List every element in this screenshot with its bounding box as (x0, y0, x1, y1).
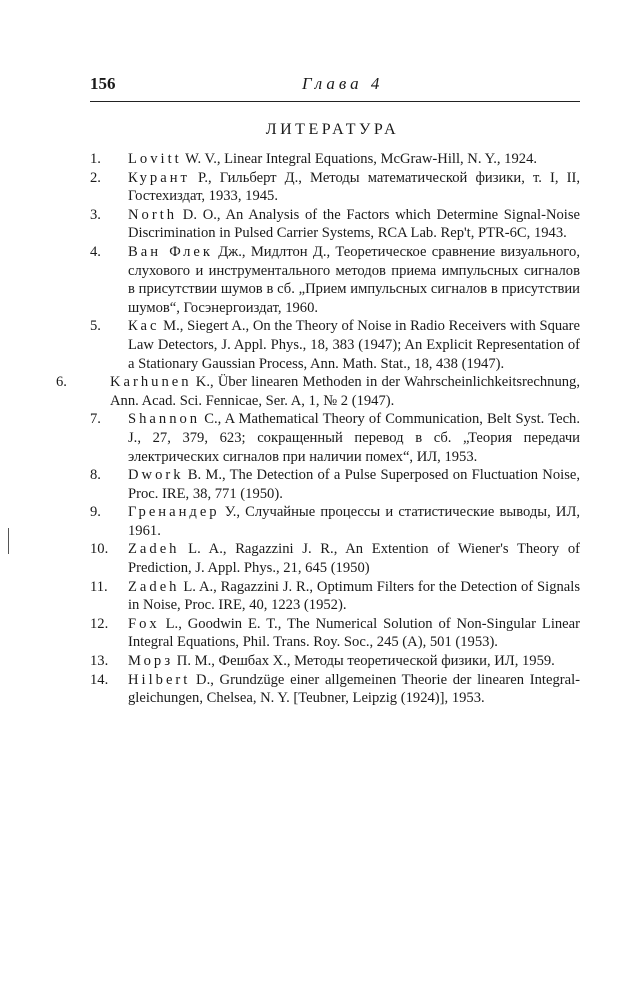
reference-authors: Морз (128, 653, 174, 670)
chapter-title: Глава 4 (302, 74, 384, 93)
reference-number: 5. (90, 318, 101, 335)
reference-item (90, 317, 580, 373)
reference-number: 11. (90, 578, 108, 595)
reference-text: Р., Гильберт Д., Методы математической физики, т. I, II, Гостехиздат, 1933, 1945. (128, 169, 580, 205)
reference-item (90, 243, 580, 317)
reference-item (90, 150, 580, 169)
reference-authors: Курант (128, 169, 190, 186)
reference-number: 12. (90, 615, 109, 632)
page-number: 156 (90, 74, 116, 93)
reference-authors: Zadeh (128, 541, 180, 558)
reference-text: У., Случайные процессы и статистические выводы, ИЛ, 1961. (128, 504, 580, 539)
reference-authors: North (128, 206, 178, 223)
reference-text: L. A., Ragazzini J. R., Optimum Filters for the Detection of Signals in Noise, Proc. IRE, 40, 1223 (1952). (128, 578, 580, 614)
reference-number: 10. (90, 541, 109, 558)
reference-item (90, 540, 580, 577)
reference-authors: Ван Флек (128, 243, 213, 260)
reference-text: Дж., Мидлтон Д., Теоретическое сравнение визуального, слухового и инструментального методов приема импульсных сигналов в присутствии шумов в сб. „Прием импульсных сигналов в присутствии шумов“, Госэнергоиздат, 1960. (128, 243, 581, 316)
reference-authors: Dwork (128, 467, 184, 484)
reference-number: 3. (90, 206, 101, 223)
reference-number: 8. (90, 467, 101, 484)
running-header (90, 74, 580, 98)
reference-authors: Zadeh (128, 578, 180, 595)
margin-mark (8, 528, 9, 554)
reference-item (90, 206, 580, 243)
reference-authors: Гренандер (128, 504, 220, 521)
reference-number: 2. (90, 169, 101, 186)
reference-number: 14. (90, 671, 109, 688)
reference-item (90, 652, 580, 671)
reference-item (90, 578, 580, 615)
reference-text: W. V., Linear Integral Equations, McGraw-Hill, N. Y., 1924. (181, 151, 538, 167)
reference-text: П. М., Фешбах Х., Методы теоретической физики, ИЛ, 1959. (173, 653, 555, 670)
reference-number: 4. (90, 243, 101, 260)
reference-item (90, 615, 580, 652)
reference-authors: Hilbert (128, 671, 191, 688)
reference-item (90, 671, 580, 708)
reference-text: D., Grundzüge einer allgemeinen Theorie der linearen Integral-gleichungen, Chelsea, N. Y. [Teubner, Leipzig (1924)], 1953. (128, 671, 580, 707)
reference-item (56, 373, 580, 410)
reference-authors: Кас (128, 318, 160, 335)
reference-item (90, 466, 580, 503)
reference-text: M., Siegert A., On the Theory of Noise in Radio Receivers with Square Law Detectors, J. Appl. Phys., 18, 383 (1947); An Explicit Representation of a Stationary Gaussian Process, Ann. Math. Stat., 18, 438 (1947). (128, 318, 580, 372)
reference-text: K., Über linearen Methoden in der Wahrscheinlichkeitsrechnung, Ann. Acad. Sci. Fennicae, Ser. A, 1, № 2 (1947). (110, 374, 580, 409)
reference-number: 13. (90, 653, 109, 670)
reference-item (90, 410, 580, 466)
reference-authors: Fox (128, 615, 160, 632)
reference-authors: Karhunen (110, 374, 192, 391)
reference-item (90, 169, 580, 206)
section-title: ЛИТЕРАТУРА (265, 121, 400, 138)
reference-authors: Lovitt (128, 151, 182, 167)
reference-number: 9. (90, 504, 101, 521)
reference-number: 6. (56, 374, 67, 391)
reference-list (56, 150, 581, 708)
reference-text: D. O., An Analysis of the Factors which Determine Signal-Noise Discrimination in Pulsed Carrier Systems, RCA Lab. Rep't, PTR-6C, 1943. (128, 206, 580, 242)
reference-text: C., A Mathematical Theory of Communication, Belt Syst. Tech. J., 27, 379, 623; сокращенный перевод в сб. „Теория передачи электрических сигналов при наличии помех“, ИЛ, 1953. (128, 411, 580, 465)
reference-number: 1. (90, 151, 101, 167)
reference-number: 7. (90, 411, 101, 428)
reference-text: L. A., Ragazzini J. R., An Extention of Wiener's Theory of Prediction, J. Appl. Phys., 21, 645 (1950) (128, 541, 580, 577)
reference-text: B. M., The Detection of a Pulse Superposed on Fluctuation Noise, Proc. IRE, 38, 771 (1950). (128, 467, 580, 502)
reference-text: L., Goodwin E. T., The Numerical Solution of Non-Singular Linear Integral Equations, Phil. Trans. Roy. Soc., 245 (A), 501 (1953). (128, 615, 580, 651)
reference-authors: Shannon (128, 411, 201, 428)
header-rule (90, 101, 580, 102)
reference-item (90, 503, 580, 540)
